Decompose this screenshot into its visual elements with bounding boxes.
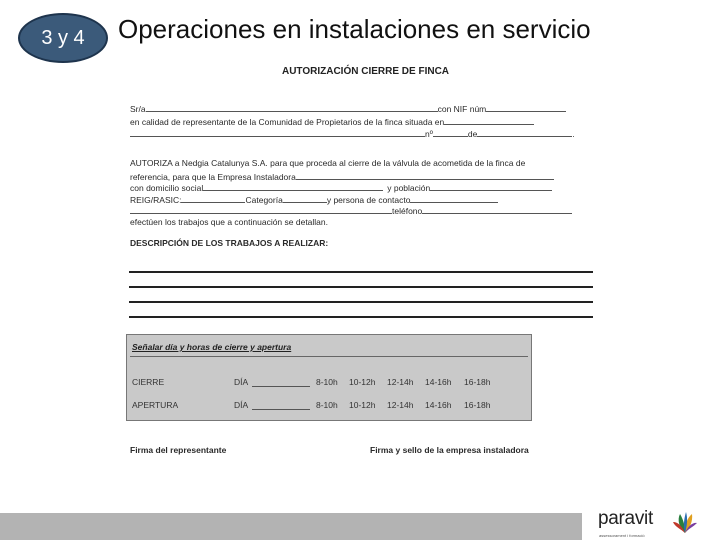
number-field[interactable] bbox=[433, 127, 468, 137]
time-slot[interactable]: 12-14h bbox=[387, 377, 414, 387]
time-slot[interactable]: 12-14h bbox=[387, 400, 414, 410]
form-title: AUTORIZACIÓN CIERRE DE FINCA bbox=[281, 66, 450, 77]
contact-continued-field[interactable] bbox=[130, 204, 392, 214]
installer-field[interactable] bbox=[296, 170, 554, 180]
representative-label: en calidad de representante de la Comunidad de Propietarios de la finca situada en bbox=[130, 117, 445, 127]
footer-bar bbox=[0, 513, 582, 540]
domicile-line bbox=[130, 181, 552, 193]
time-slot[interactable]: 8-10h bbox=[316, 377, 338, 387]
city-label: de bbox=[467, 129, 478, 139]
time-slot[interactable]: 14-16h bbox=[425, 377, 452, 387]
time-slot[interactable]: 8-10h bbox=[316, 400, 338, 410]
reig-label: REIG/RASIC: bbox=[130, 195, 182, 205]
schedule-box bbox=[126, 334, 532, 421]
category-field[interactable] bbox=[283, 193, 327, 203]
domicile-label: con domicilio social bbox=[130, 183, 204, 193]
contact-label: y persona de contacto bbox=[326, 195, 411, 205]
number-label: nº bbox=[425, 129, 433, 139]
address-line bbox=[130, 127, 575, 139]
works-line: efectúen los trabajos que a continuación se detallan. bbox=[130, 217, 328, 227]
description-heading: DESCRIPCIÓN DE LOS TRABAJOS A REALIZAR: bbox=[130, 238, 329, 248]
nif-label: con NIF núm bbox=[437, 104, 487, 114]
installer-label: referencia, para que la Empresa Instaladora bbox=[130, 172, 296, 182]
authorization-form bbox=[123, 56, 608, 466]
time-slot[interactable]: 14-16h bbox=[425, 400, 452, 410]
description-line-4[interactable] bbox=[129, 316, 593, 318]
period: . bbox=[572, 129, 575, 139]
slide-title: Operaciones en instalaciones en servicio bbox=[118, 14, 591, 44]
time-slot[interactable]: 16-18h bbox=[464, 377, 491, 387]
city-field[interactable] bbox=[477, 127, 575, 139]
description-line-3[interactable] bbox=[129, 301, 593, 303]
authorize-line: AUTORIZA a Nedgia Catalunya S.A. para que proceda al cierre de la válvula de acometida de la finca de bbox=[130, 158, 526, 168]
schedule-divider bbox=[130, 356, 528, 357]
phone-field[interactable] bbox=[422, 204, 572, 214]
address-continued-field[interactable] bbox=[130, 127, 425, 137]
category-label: Categoría bbox=[245, 195, 283, 205]
day-label: DÍA bbox=[234, 377, 249, 387]
day-field[interactable] bbox=[252, 377, 310, 387]
phone-label: teléfono bbox=[392, 206, 423, 216]
schedule-header: Señalar día y horas de cierre y apertura bbox=[132, 342, 292, 352]
row-label: CIERRE bbox=[132, 377, 165, 387]
description-line-1[interactable] bbox=[129, 271, 593, 273]
representative-signature-label: Firma del representante bbox=[130, 445, 227, 455]
logo-tagline: assessorament i formació bbox=[599, 533, 645, 538]
domicile-field[interactable] bbox=[203, 181, 383, 191]
time-slot[interactable]: 10-12h bbox=[349, 400, 376, 410]
name-line bbox=[130, 102, 566, 114]
day-field[interactable] bbox=[252, 400, 310, 410]
contact-field[interactable] bbox=[410, 193, 498, 203]
representative-line bbox=[130, 115, 534, 127]
logo-wordmark: paravit bbox=[598, 508, 653, 529]
phone-line bbox=[130, 204, 572, 216]
name-label: Sr/a bbox=[130, 104, 146, 114]
installer-signature-label: Firma y sello de la empresa instaladora bbox=[370, 445, 529, 455]
name-field[interactable] bbox=[146, 102, 438, 112]
time-slot[interactable]: 10-12h bbox=[349, 377, 376, 387]
population-label: y población bbox=[387, 183, 431, 193]
reig-field[interactable] bbox=[181, 193, 245, 203]
slide-number: 3 y 4 bbox=[41, 26, 85, 49]
population-field[interactable] bbox=[430, 181, 552, 191]
nif-field[interactable] bbox=[486, 102, 566, 112]
row-label: APERTURA bbox=[132, 400, 179, 410]
description-line-2[interactable] bbox=[129, 286, 593, 288]
logo-petals-icon bbox=[673, 511, 697, 535]
paravit-logo bbox=[598, 508, 653, 538]
address-field[interactable] bbox=[444, 115, 534, 125]
slide-number-badge bbox=[18, 13, 108, 63]
time-slot[interactable]: 16-18h bbox=[464, 400, 491, 410]
day-label: DÍA bbox=[234, 400, 249, 410]
